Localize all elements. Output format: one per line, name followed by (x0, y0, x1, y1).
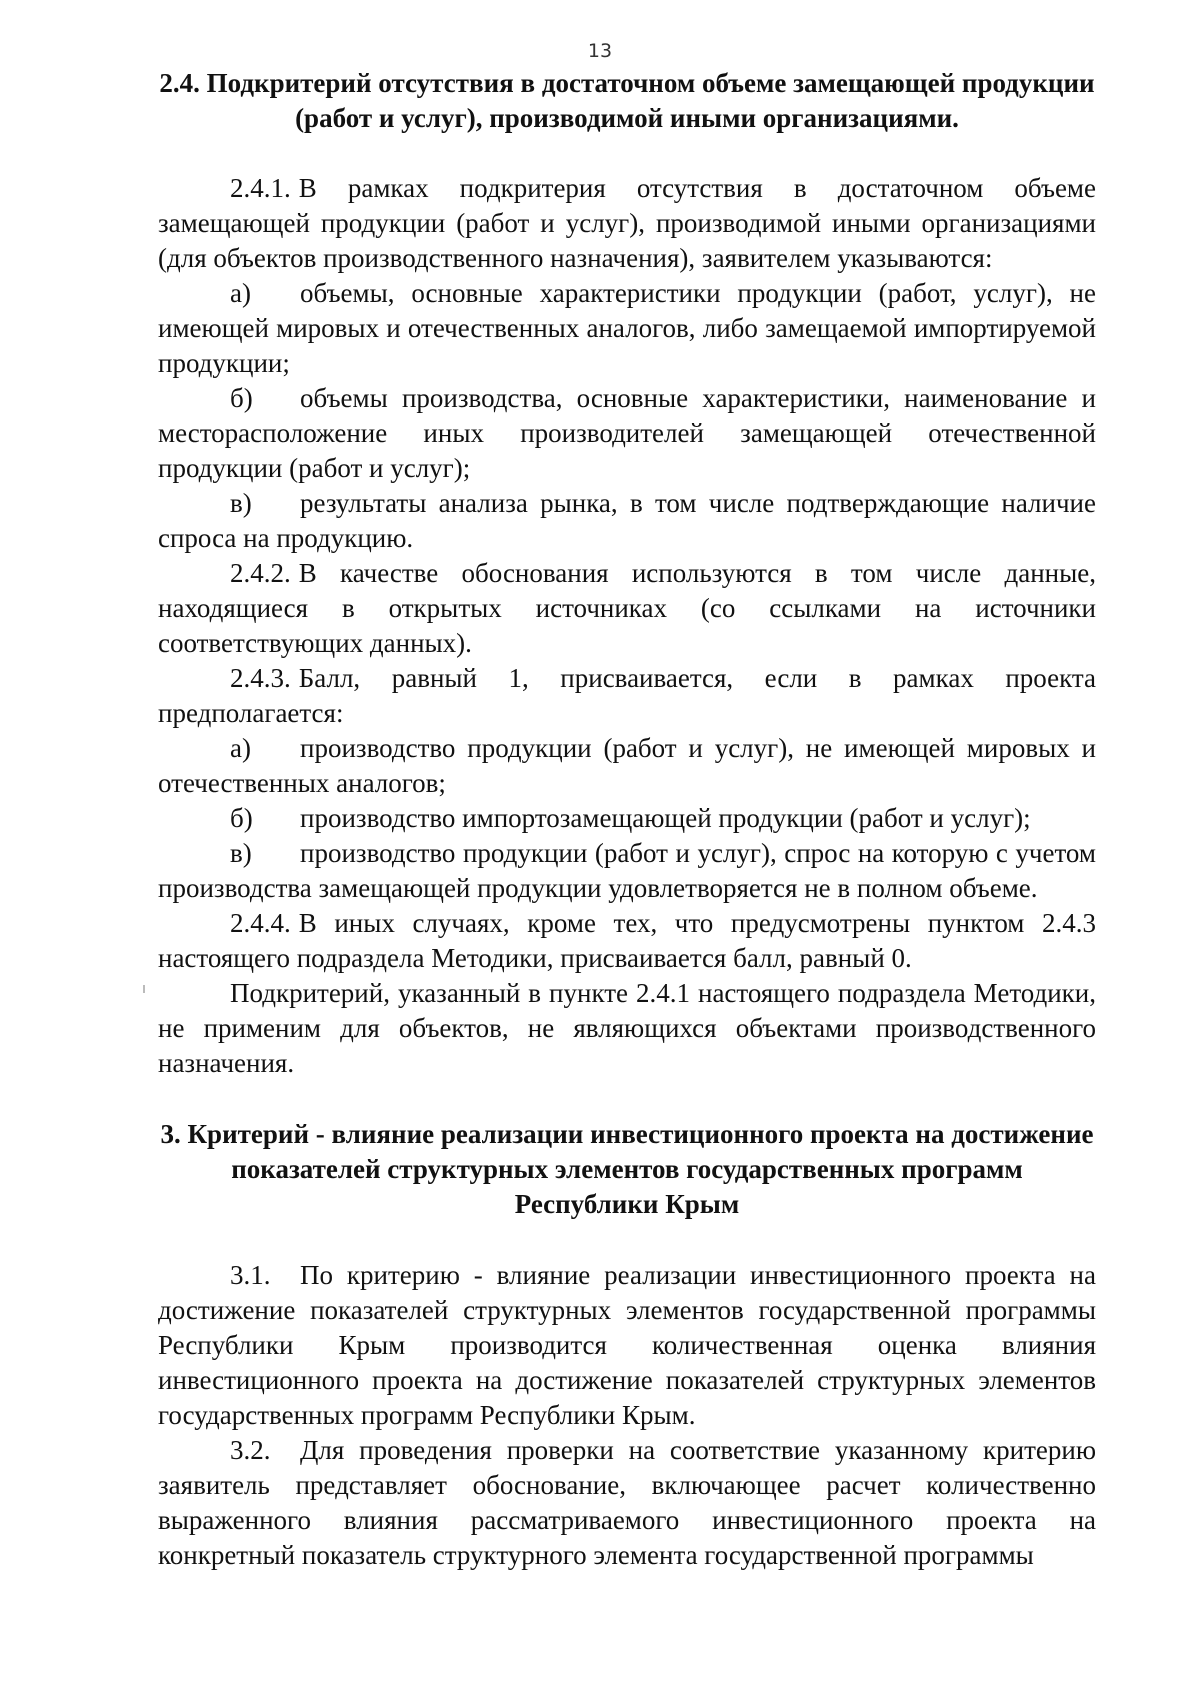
list-item-2-4-3-b (158, 801, 1096, 836)
page-number: 13 (587, 40, 613, 62)
list-marker-b: б) (230, 803, 253, 833)
paragraph-3-2 (158, 1433, 1096, 1573)
paragraph-2-4-2 (158, 556, 1096, 661)
paragraph-2-4-2-number: 2.4.2. (230, 558, 291, 588)
paragraph-subcriterion-note: Подкритерий, указанный в пункте 2.4.1 настоящего подраздела Методики, не применим для объектов, не являющихся объектами производственного назначения. (158, 978, 1096, 1078)
paragraph-3-1-number: 3.1. (230, 1260, 271, 1290)
list-marker-v: в) (230, 838, 252, 868)
section-2-4-heading: 2.4. Подкритерий отсутствия в достаточном объеме замещающей продукции (работ и услуг), производимой иными организациями. (159, 68, 1095, 133)
paragraph-3-1-text: По критерию - влияние реализации инвестиционного проекта на достижение показателей структурных элементов государственной программы Республики Крым производится количественная оценка влияния инвестиционного проекта на достижение показателей структурных элементов государственных программ Республики Крым. (158, 1260, 1096, 1430)
paragraph-3-2-text: Для проведения проверки на соответствие указанному критерию заявитель представляет обоснование, включающее расчет количественно выраженного влияния рассматриваемого инвестиционного проекта на конкретный показатель структурного элемента государственной программы (158, 1435, 1096, 1570)
paragraph-2-4-4 (158, 906, 1096, 976)
paragraph-2-4-3-number: 2.4.3. (230, 663, 291, 693)
list-item-2-4-3-a (158, 731, 1096, 801)
paragraph-2-4-4-number: 2.4.4. (230, 908, 291, 938)
section-3-heading: 3. Критерий - влияние реализации инвестиционного проекта на достижение показателей структурных элементов государственных программ Республики Крым (160, 1119, 1094, 1219)
list-item-text: производство продукции (работ и услуг), не имеющей мировых и отечественных аналогов; (158, 733, 1096, 798)
list-item-text: объемы производства, основные характеристики, наименование и месторасположение иных производителей замещающей отечественной продукции (работ и услуг); (158, 383, 1096, 483)
paragraph-2-4-2-text: В качестве обоснования используются в том числе данные, находящиеся в открытых источниках (со ссылками на источники соответствующих данных). (158, 558, 1096, 658)
paragraph-2-4-1-number: 2.4.1. (230, 173, 291, 203)
list-marker-v: в) (230, 488, 252, 518)
list-item-2-4-3-v (158, 836, 1096, 906)
paragraph-2-4-3-text: Балл, равный 1, присваивается, если в рамках проекта предполагается: (158, 663, 1096, 728)
scan-speck (143, 985, 145, 993)
list-item-2-4-1-v (158, 486, 1096, 556)
document-body (158, 66, 1096, 1573)
paragraph-3-1 (158, 1258, 1096, 1433)
list-item-2-4-1-b (158, 381, 1096, 486)
list-marker-b: б) (230, 383, 253, 413)
list-marker-a: а) (230, 278, 251, 308)
paragraph-3-2-number: 3.2. (230, 1435, 271, 1465)
paragraph-2-4-3 (158, 661, 1096, 731)
list-item-2-4-1-a (158, 276, 1096, 381)
list-marker-a: а) (230, 733, 251, 763)
list-item-text: объемы, основные характеристики продукции (работ, услуг), не имеющей мировых и отечественных аналогов, либо замещаемой импортируемой продукции; (158, 278, 1096, 378)
paragraph-2-4-1-text: В рамках подкритерия отсутствия в достаточном объеме замещающей продукции (работ и услуг), производимой иными организациями (для объектов производственного назначения), заявителем указываются: (158, 173, 1096, 273)
paragraph-2-4-4-text: В иных случаях, кроме тех, что предусмотрены пунктом 2.4.3 настоящего подраздела Методики, присваивается балл, равный 0. (158, 908, 1096, 973)
list-item-text: производство продукции (работ и услуг), спрос на которую с учетом производства замещающей продукции удовлетворяется не в полном объеме. (158, 838, 1096, 903)
paragraph-2-4-1 (158, 171, 1096, 276)
list-item-text: результаты анализа рынка, в том числе подтверждающие наличие спроса на продукцию. (158, 488, 1096, 553)
list-item-text: производство импортозамещающей продукции (работ и услуг); (300, 803, 1031, 833)
